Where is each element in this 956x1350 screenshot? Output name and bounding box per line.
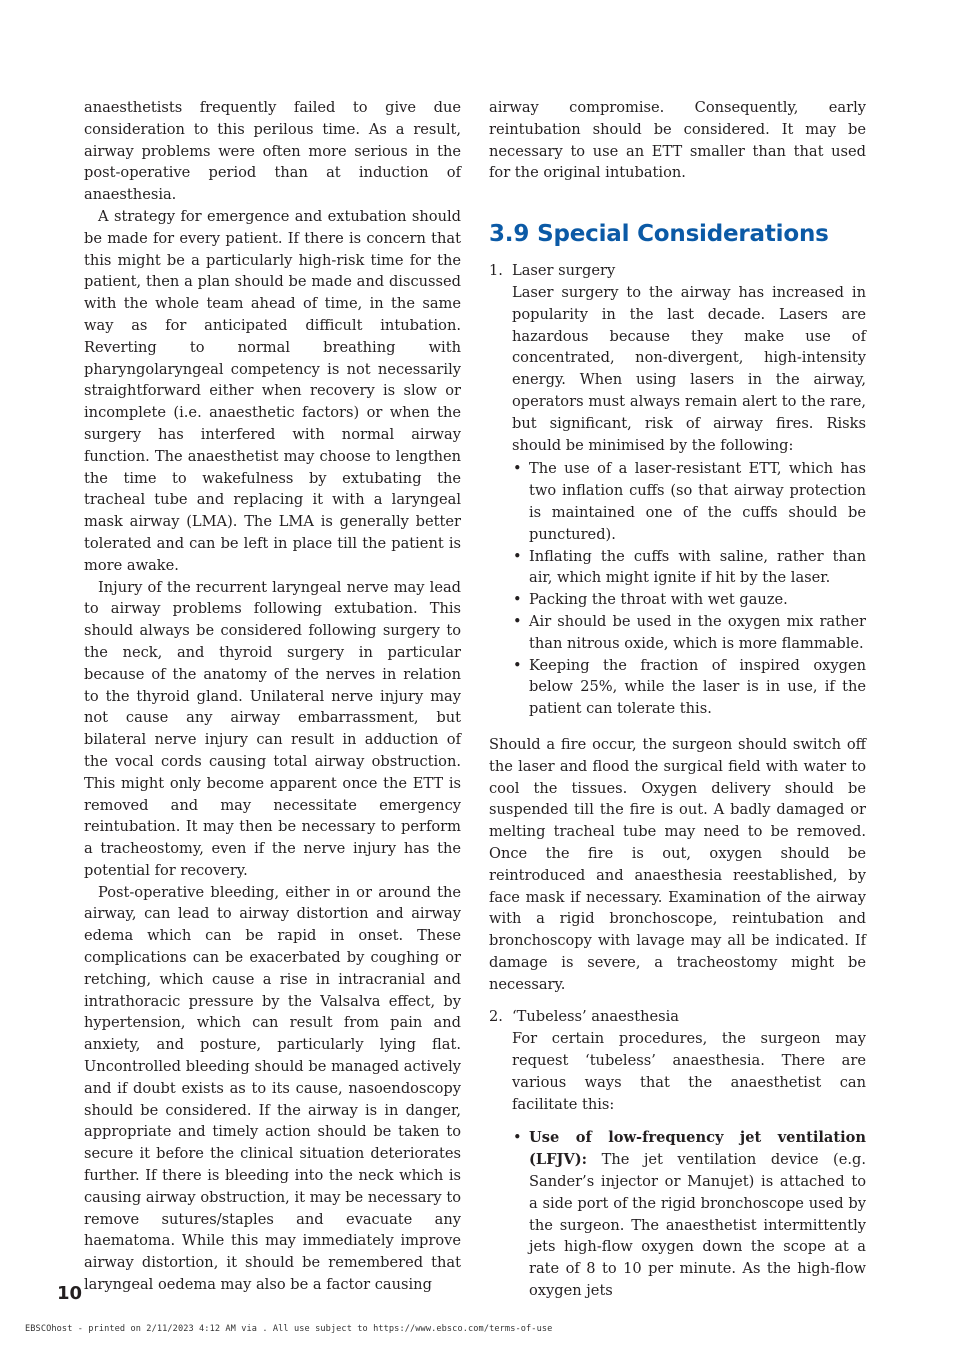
bullet-text: Air should be used in the oxygen mix rather than nitrous oxide, which is more flammable. — [529, 612, 866, 652]
tubeless-methods-list — [512, 1127, 866, 1301]
bullet-item — [512, 611, 866, 655]
bullet-text: The use of a laser-resistant ETT, which has two inflation cuffs (so that airway protection is maintained one of the cuffs should be punctured). — [529, 460, 866, 543]
left-column — [84, 97, 461, 1296]
paragraph-extubation-strategy: A strategy for emergence and extubation should be made for every patient. If there is concern that this might be a particularly high-risk time for the patient, then a plan should be made and discussed with the whole team ahead of time, in the same way as for anticipated difficult intubation. Reverting to normal breathing with pharyngolaryngeal competency is not necessarily straightforward either when recovery is slow or incomplete (i.e. anaesthetic factors) or when the surgery has interfered with normal airway function. The anaesthetist may choose to lengthen the time to wakefulness by extubating the tracheal tube and replacing it with a laryngeal mask airway (LMA). The LMA is generally better tolerated and can be left in place till the patient is more awake. — [84, 207, 461, 574]
bullet-item — [512, 589, 866, 611]
bullet-icon: • — [513, 460, 522, 478]
laser-surgery-body: Laser surgery to the airway has increased in popularity in the last decade. Lasers are hazardous because they make use of concentrated, non-divergent, high-intensity energy. When using lasers in the airway, operators must always remain alert to the rare, but significant, risk of airway fires. Risks should be minimised by the following: — [512, 283, 866, 454]
bullet-icon: • — [513, 1129, 522, 1147]
footer-notice: EBSCOhost - printed on 2/11/2023 4:12 AM via . All use subject to https://www.ebsco.com/terms-of-use — [25, 1324, 553, 1334]
bullet-text: Keeping the fraction of inspired oxygen below 25%, while the laser is in use, if the patient can tolerate this. — [529, 656, 866, 718]
list-item-laser-surgery — [489, 260, 866, 720]
bullet-text: Packing the throat with wet gauze. — [529, 591, 788, 609]
bullet-icon: • — [513, 656, 522, 674]
bullet-item — [512, 546, 866, 590]
paragraph-airway-compromise: airway compromise. Consequently, early reintubation should be considered. It may be necessary to use an ETT smaller than that used for the original intubation. — [489, 99, 866, 182]
section-number: 3.9 — [489, 221, 530, 248]
bullet-item — [512, 655, 866, 720]
bullet-text: The jet ventilation device (e.g. Sander’s injector or Manujet) is attached to a side port of the rigid bronchoscope used by the surgeon. The anaesthetist intermittently jets high-flow oxygen down the scope at a rate of 8 to 10 per minute. As the high-flow oxygen jets — [529, 1151, 867, 1300]
bullet-icon: • — [513, 612, 522, 630]
page-number: 10 — [57, 1283, 83, 1304]
list-item-number: 1. — [489, 262, 503, 280]
paragraph-post-operative-bleeding: Post-operative bleeding, either in or around the airway, can lead to airway distortion and airway edema which can be rapid in onset. These complications can be exacerbated by coughing or retching, which cause a rise in intracranial and intrathoracic pressure by the Valsalva effect, by hypertension, which can result from pain and anxiety, and posture, particularly lying flat. Uncontrolled bleeding should be managed actively and if doubt exists as to its cause, nasoendoscopy should be considered. If the airway is in danger, appropriate and timely action should be taken to secure it before the clinical situation deteriorates further. If there is bleeding into the neck which is causing airway obstruction, it may be necessary to remove sutures/staples and evacuate any haematoma. While this may immediately improve airway distortion, it should be remembered that laryngeal oedema may also be a factor causing — [84, 883, 461, 1294]
tubeless-body: For certain procedures, the surgeon may request ‘tubeless’ anaesthesia. There are various ways that the anaesthetist can facilitate this: — [512, 1030, 866, 1113]
list-item-tubeless-anaesthesia — [489, 1006, 866, 1301]
laser-risk-list — [512, 458, 866, 720]
list-item-number: 2. — [489, 1008, 503, 1026]
bullet-item — [512, 1127, 866, 1301]
section-heading — [489, 220, 866, 248]
bullet-icon: • — [513, 547, 522, 565]
right-column — [489, 97, 866, 1302]
spacer — [489, 720, 866, 734]
spacer — [489, 995, 866, 1006]
list-item-title: ‘Tubeless’ anaesthesia — [512, 1008, 679, 1026]
paragraph-nerve-injury: Injury of the recurrent laryngeal nerve may lead to airway problems following extubation. This should always be considered following surgery to the neck, and thyroid surgery in particular because of the anatomy of the nerves in relation to the thyroid gland. Unilateral nerve injury may not cause any airway embarrassment, but bilateral nerve injury can result in adduction of the vocal cords causing total airway obstruction. This might only become apparent once the ETT is removed and may necessitate emergency reintubation. It may then be necessary to perform a tracheostomy, even if the nerve injury has the potential for recovery. — [84, 578, 461, 879]
bullet-item — [512, 458, 866, 545]
section-title: Special Considerations — [537, 221, 829, 248]
paragraph-continuation: anaesthetists frequently failed to give due consideration to this perilous time. As a result, airway problems were often more serious in the post-operative period than at induction of anaesthesia. — [84, 99, 461, 204]
bullet-bold-lead: Use of low-frequency jet ventilation (LFJV): — [529, 1129, 866, 1169]
paragraph-fire: Should a fire occur, the surgeon should switch off the laser and flood the surgical field with water to cool the tissues. Oxygen delivery should be suspended till the fire is out. A badly damaged or melting tracheal tube may need to be removed. Once the fire is out, oxygen should be reintroduced and anaesthesia reestablished, by face mask if necessary. Examination of the airway with a rigid bronchoscope, reintubation and bronchoscopy with lavage may all be indicated. If damage is severe, a tracheostomy might be necessary. — [489, 735, 866, 993]
list-item-title: Laser surgery — [512, 262, 616, 280]
bullet-icon: • — [513, 591, 522, 609]
bullet-text: Inflating the cuffs with saline, rather than air, which might ignite if hit by the laser. — [529, 547, 866, 587]
